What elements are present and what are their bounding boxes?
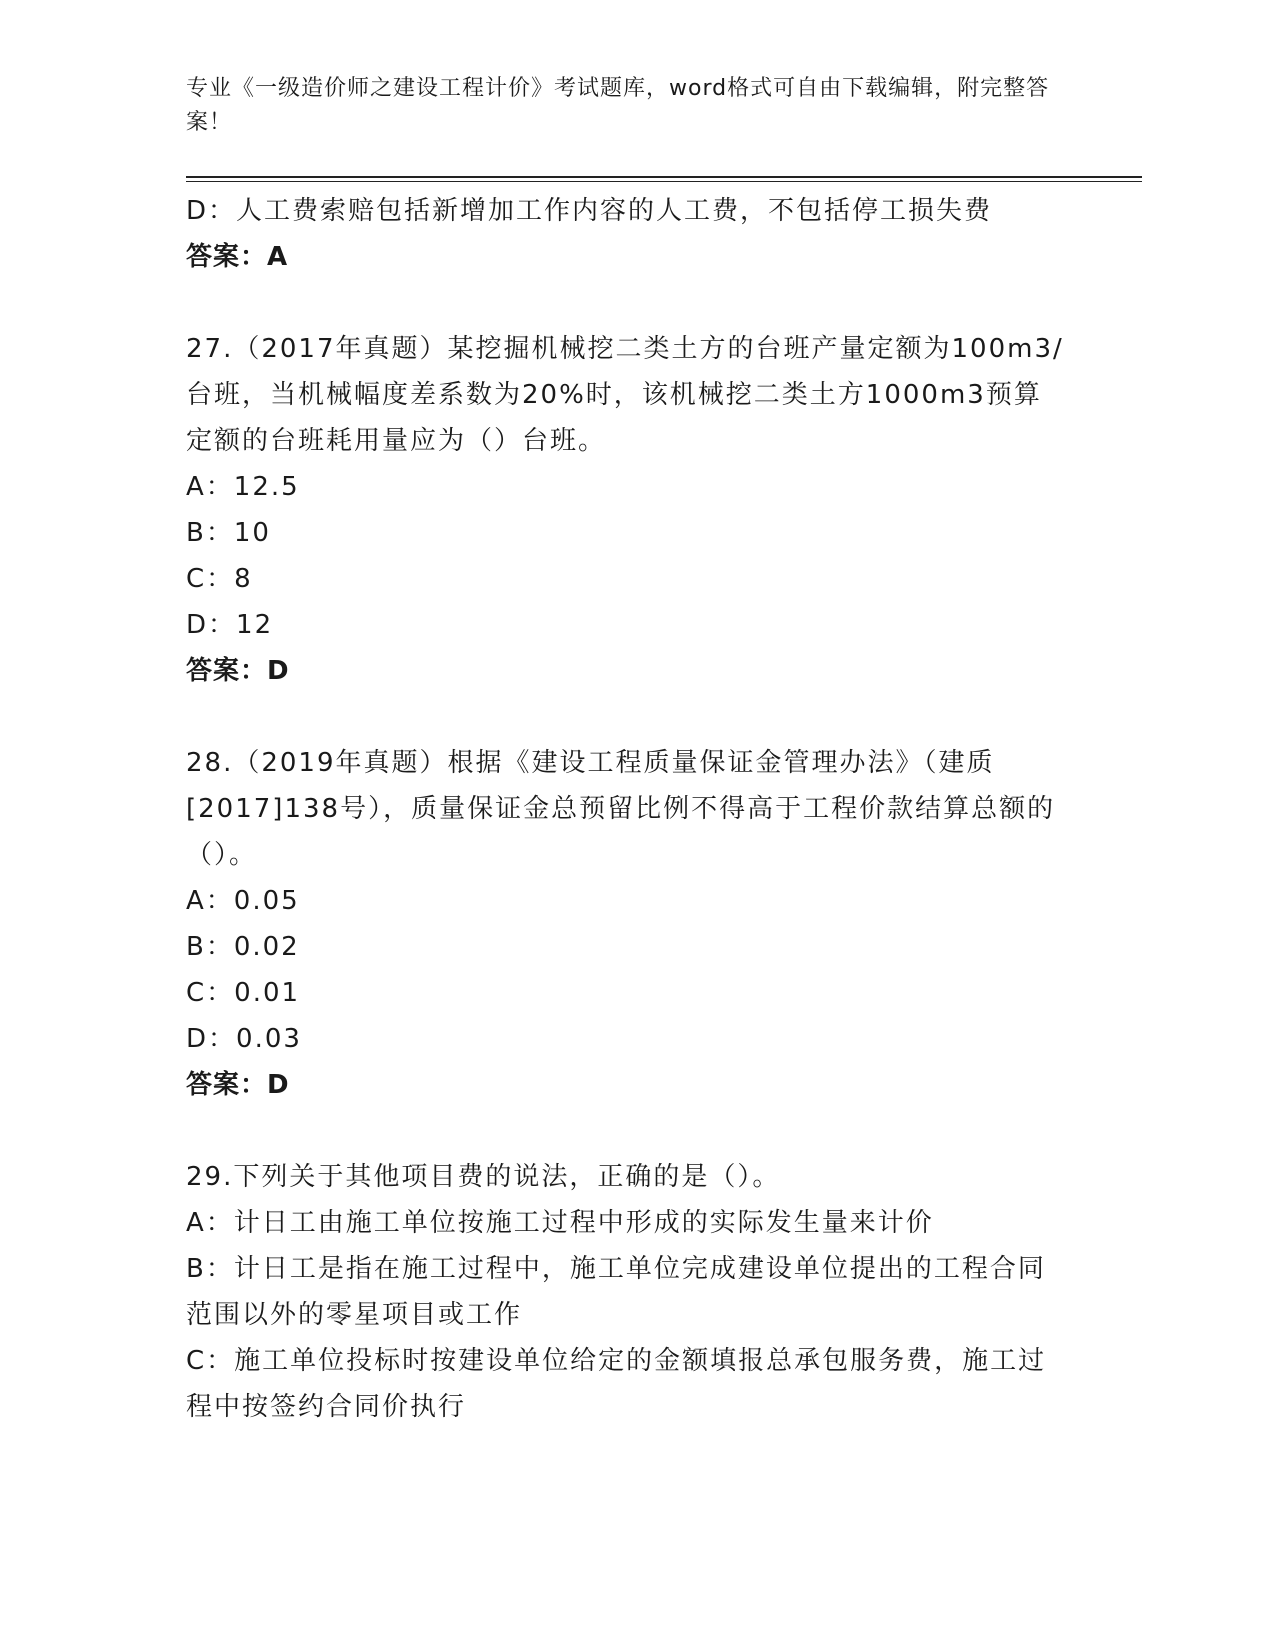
question-27-option-d: D：12 <box>186 610 274 640</box>
question-28-answer: 答案：D <box>186 1070 290 1100</box>
prev-answer: 答案：A <box>186 242 289 272</box>
question-28-option-d: D：0.03 <box>186 1024 302 1054</box>
question-28-option-a: A：0.05 <box>186 886 300 916</box>
question-29-option-c: C：施工单位投标时按建设单位给定的金额填报总承包服务费，施工过程中按签约合同价执行 <box>186 1346 1047 1422</box>
question-27-answer: 答案：D <box>186 656 290 686</box>
question-27-option-c: C：8 <box>186 564 253 594</box>
spacer <box>186 280 1066 326</box>
question-29-option-b: B：计日工是指在施工过程中，施工单位完成建设单位提出的工程合同范围以外的零星项目或工作 <box>186 1254 1046 1330</box>
question-28-option-b: B：0.02 <box>186 932 300 962</box>
question-27-option-a: A：12.5 <box>186 472 300 502</box>
question-content <box>186 188 1066 1430</box>
question-27-stem: 27.（2017年真题）某挖掘机械挖二类土方的台班产量定额为100m3/台班，当机械幅度差系数为20%时，该机械挖二类土方1000m3预算定额的台班耗用量应为（）台班。 <box>186 334 1064 456</box>
question-29-stem: 29.下列关于其他项目费的说法，正确的是（）。 <box>186 1162 781 1192</box>
header-divider <box>186 176 1142 182</box>
page-header: 专业《一级造价师之建设工程计价》考试题库，word格式可自由下载编辑，附完整答案！ <box>186 76 1050 135</box>
question-27-option-b: B：10 <box>186 518 271 548</box>
spacer <box>186 1108 1066 1154</box>
question-28-stem: 28.（2019年真题）根据《建设工程质量保证金管理办法》（建质[2017]138号），质量保证金总预留比例不得高于工程价款结算总额的（）。 <box>186 748 1056 870</box>
prev-option-d: D：人工费索赔包括新增加工作内容的人工费，不包括停工损失费 <box>186 196 993 226</box>
spacer <box>186 694 1066 740</box>
question-28-option-c: C：0.01 <box>186 978 301 1008</box>
question-29-option-a: A：计日工由施工单位按施工过程中形成的实际发生量来计价 <box>186 1208 934 1238</box>
